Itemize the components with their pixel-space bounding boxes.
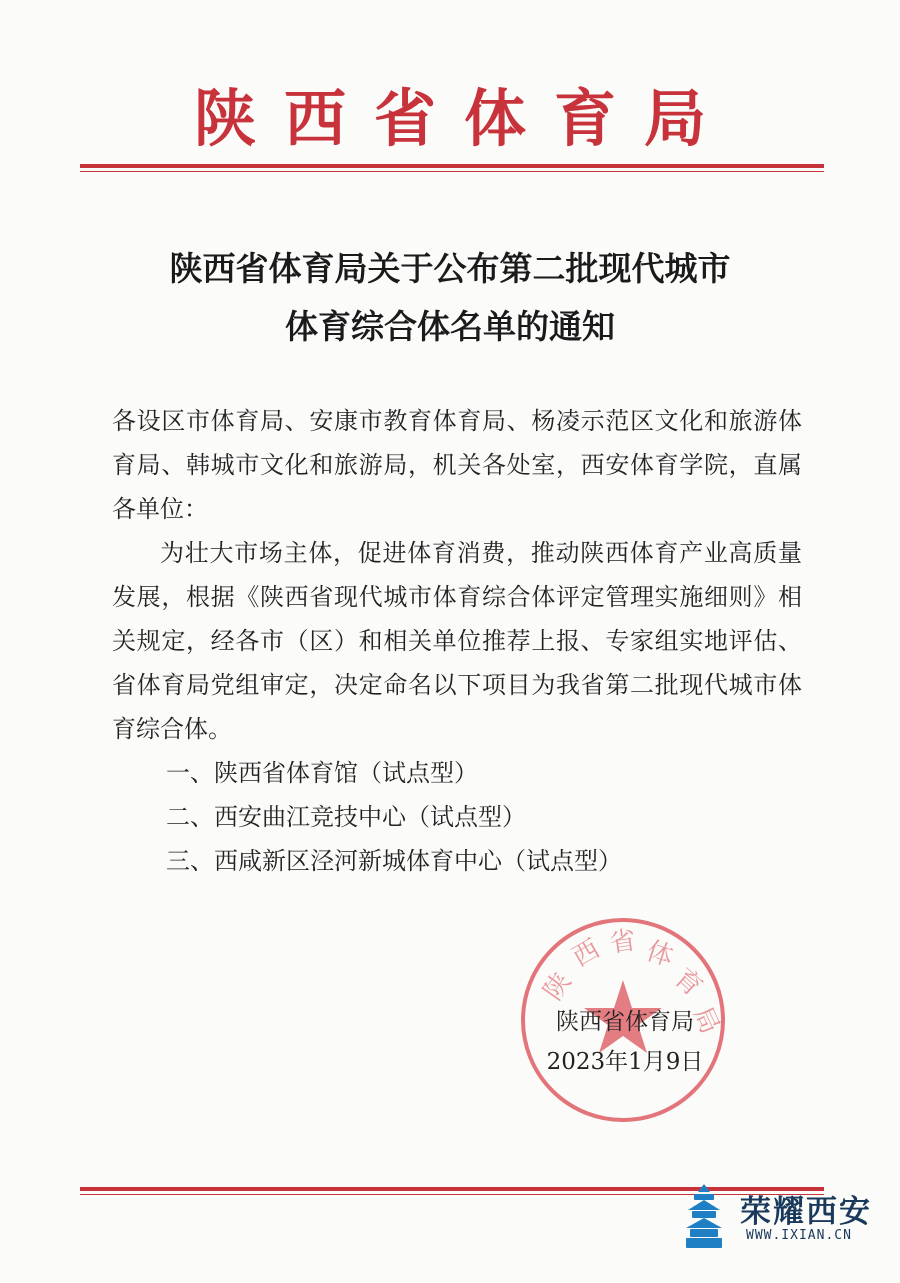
svg-text:局: 局: [686, 1002, 725, 1039]
document-body: [112, 399, 802, 883]
document-title-line-1: 陕西省体育局关于公布第二批现代城市: [169, 249, 731, 288]
body-paragraph: 为壮大市场主体，促进体育消费，推动陕西体育产业高质量发展，根据《陕西省现代城市体育综合体评定管理实施细则》相关规定，经各市（区）和相关单位推荐上报、专家组实地评估、省体育局党组审定，决定命名以下项目为我省第二批现代城市体育综合体。: [112, 539, 802, 743]
signature-block: [520, 1002, 730, 1082]
issuer-name: 陕西省体育局: [556, 1009, 694, 1035]
letterhead-title: 陕西省体育局: [193, 82, 734, 155]
svg-text:育: 育: [668, 962, 708, 1003]
svg-text:陕: 陕: [538, 967, 578, 1007]
letterhead-rule-thin: [80, 171, 824, 172]
svg-text:西: 西: [567, 934, 606, 974]
watermark-url: WWW.IXIAN.CN: [746, 1228, 852, 1243]
svg-text:省: 省: [607, 925, 638, 959]
recipients-paragraph: 各设区市体育局、安康市教育体育局、杨凌示范区文化和旅游体育局、韩城市文化和旅游局，机关各处室，西安体育学院，直属各单位：: [112, 407, 802, 523]
list-item: 一、陕西省体育馆（试点型）: [166, 759, 478, 787]
issue-date: 2023年1月9日: [546, 1049, 704, 1075]
letterhead-rule-thick: [80, 164, 824, 168]
svg-text:体: 体: [642, 936, 677, 973]
list-item: 二、西安曲江竞技中心（试点型）: [166, 803, 526, 831]
list-item: 三、西咸新区泾河新城体育中心（试点型）: [166, 847, 622, 875]
watermark-brand: 荣耀西安: [740, 1194, 872, 1230]
document-title-line-2: 体育综合体名单的通知: [285, 307, 615, 346]
